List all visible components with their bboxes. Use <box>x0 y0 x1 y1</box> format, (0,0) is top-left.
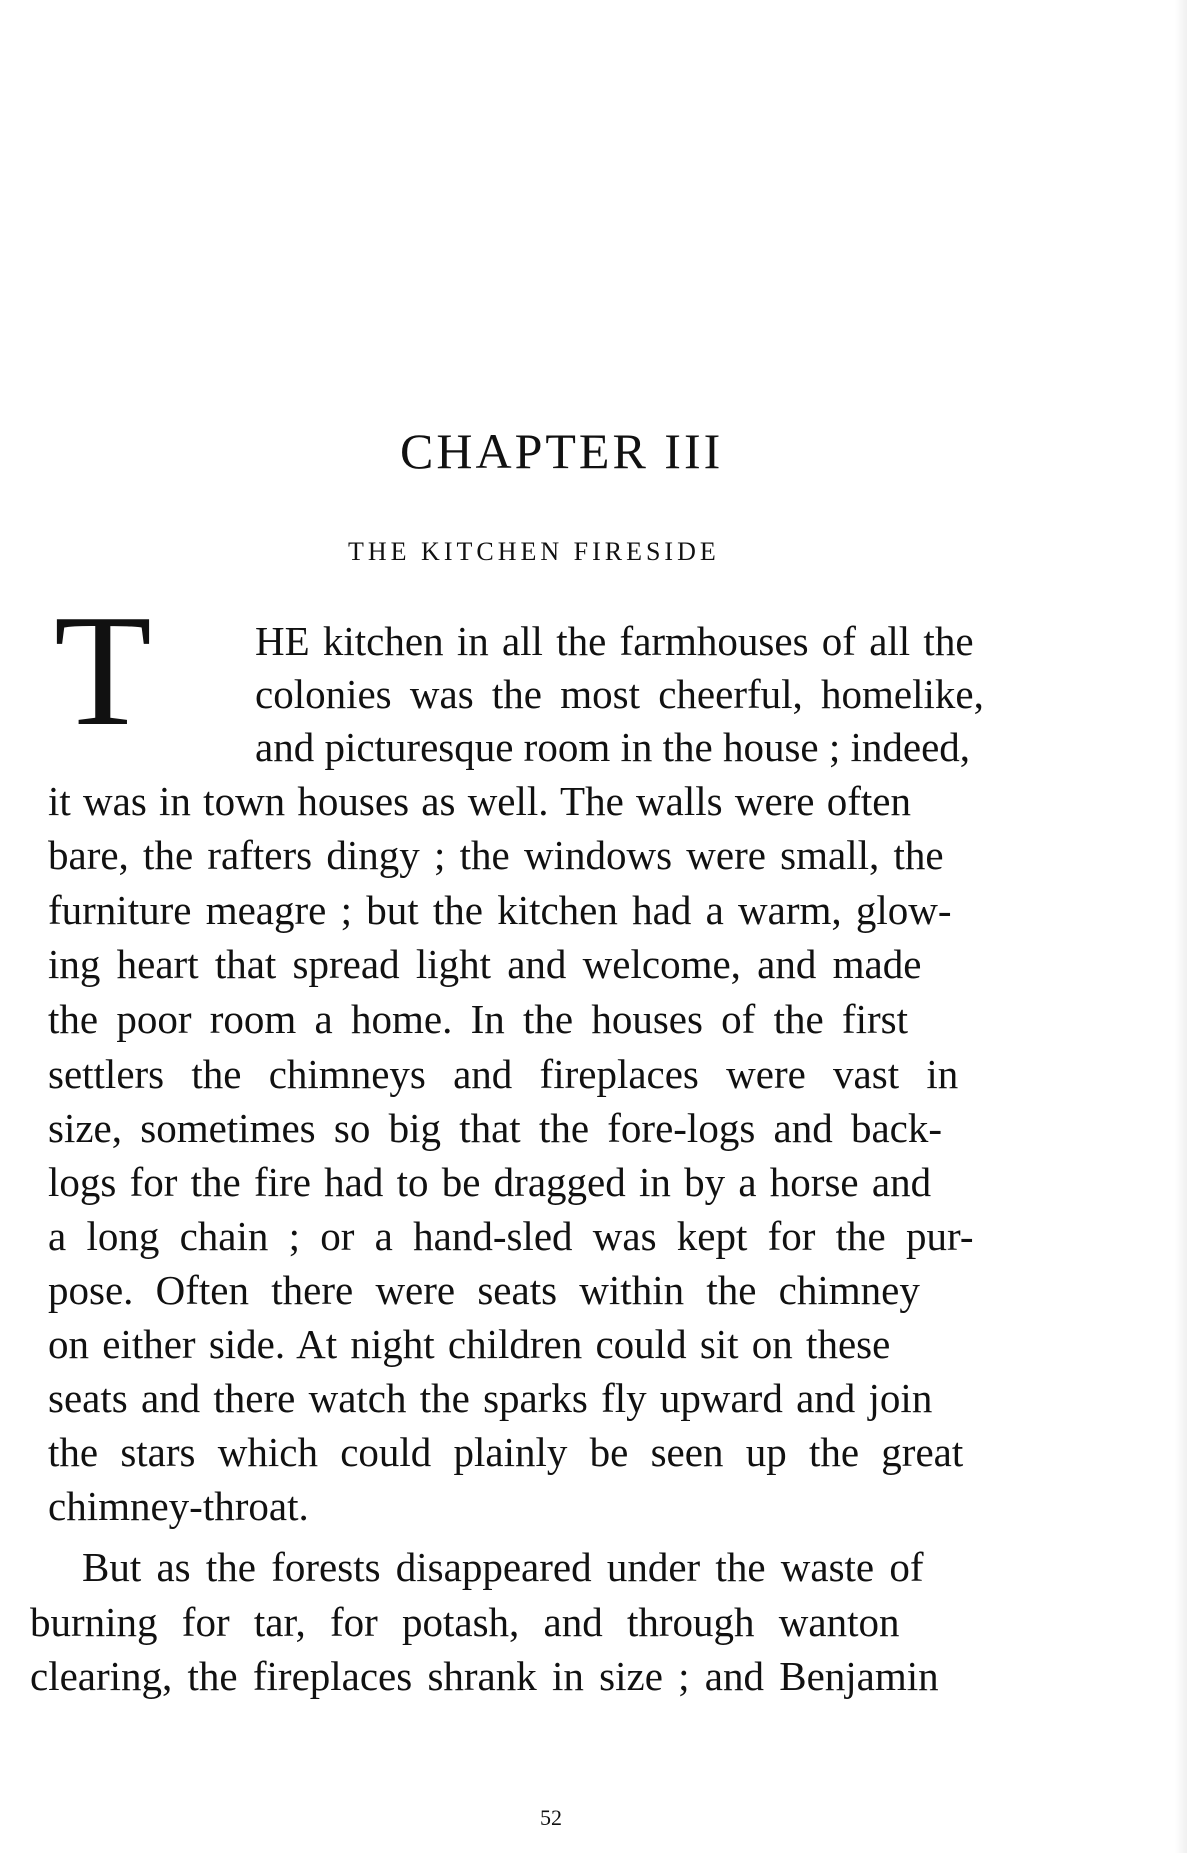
page-number: 52 <box>540 1805 562 1830</box>
chapter-subtitle: THE KITCHEN FIRESIDE <box>348 537 720 566</box>
body-line: size, sometimes so big that the fore-logs and back- <box>48 1105 943 1151</box>
body-line: furniture meagre ; but the kitchen had a warm, glow- <box>48 887 952 933</box>
body-line: chimney-throat. <box>48 1483 309 1529</box>
body-line: settlers the chimneys and fireplaces were vast in <box>48 1051 959 1097</box>
body-line: clearing, the fireplaces shrank in size ; and Benjamin <box>30 1653 939 1699</box>
body-line: the poor room a home. In the houses of the first <box>48 996 908 1042</box>
body-line: ing heart that spread light and welcome, and made <box>48 941 922 987</box>
body-line: it was in town houses as well. The walls were often <box>48 778 911 824</box>
body-line: burning for tar, for potash, and through wanton <box>30 1599 900 1645</box>
body-line: the stars which could plainly be seen up the great <box>48 1429 964 1475</box>
page-edge <box>1175 0 1187 1853</box>
body-line: seats and there watch the sparks fly upward and join <box>48 1375 933 1421</box>
chapter-title: CHAPTER III <box>400 423 724 479</box>
body-line: and picturesque room in the house ; indeed, <box>255 724 971 770</box>
body-line: pose. Often there were seats within the chimney <box>48 1267 920 1313</box>
body-line: bare, the rafters dingy ; the windows were small, the <box>48 832 944 878</box>
body-line: logs for the fire had to be dragged in by a horse and <box>48 1159 932 1205</box>
drop-cap: T <box>54 581 152 759</box>
body-line: But as the forests disappeared under the waste of <box>82 1544 924 1590</box>
body-line: on either side. At night children could sit on these <box>48 1321 891 1367</box>
body-line: colonies was the most cheerful, homelike, <box>255 671 984 717</box>
body-line: HE kitchen in all the farmhouses of all the <box>255 618 974 664</box>
body-line: a long chain ; or a hand-sled was kept for the pur- <box>48 1213 974 1259</box>
